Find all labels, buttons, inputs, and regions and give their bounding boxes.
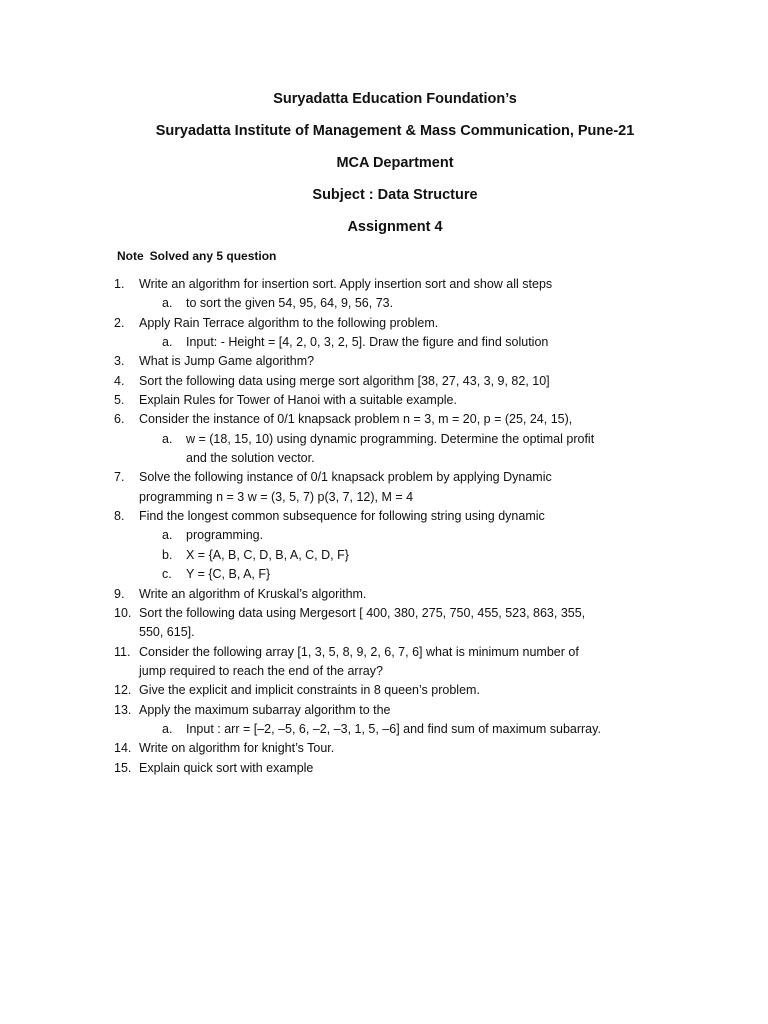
sub-letter: a.	[162, 335, 173, 350]
sub-text: X = {A, B, C, D, B, A, C, D, F}	[186, 547, 349, 562]
sub-item	[0, 546, 768, 565]
sub-item	[0, 565, 768, 584]
question-text: jump required to reach the end of the array?	[139, 663, 383, 678]
question-text: programming n = 3 w = (3, 5, 7) p(3, 7, 12), M = 4	[139, 489, 414, 504]
question-text: 550, 615].	[139, 625, 195, 640]
question-text: Write an algorithm of Kruskal’s algorithm.	[139, 586, 367, 601]
question-item	[0, 507, 768, 526]
sub-item	[0, 526, 768, 545]
question-text: Apply the maximum subarray algorithm to the	[139, 702, 391, 717]
question-item	[0, 739, 768, 758]
question-number: 11.	[114, 644, 131, 659]
note-label: Note	[117, 249, 144, 263]
sub-letter: c.	[162, 567, 172, 582]
question-number: 12.	[114, 683, 132, 698]
question-text: Explain Rules for Tower of Hanoi with a suitable example.	[139, 393, 457, 408]
sub-item	[0, 720, 768, 739]
sub-letter: a.	[162, 721, 173, 736]
sub-text: Input: - Height = [4, 2, 0, 3, 2, 5]. Draw the figure and find solution	[186, 335, 549, 350]
question-number: 1.	[114, 277, 125, 291]
question-continuation	[0, 623, 768, 642]
sub-text: Input : arr = [–2, –5, 6, –2, –3, 1, 5, –6] and find sum of maximum subarray.	[186, 721, 601, 736]
question-number: 10.	[114, 605, 132, 620]
question-number: 14.	[114, 741, 132, 756]
question-text: Give the explicit and implicit constraints in 8 queen’s problem.	[139, 683, 480, 698]
note-text: Solved any 5 question	[149, 249, 277, 263]
question-text: Explain quick sort with example	[139, 760, 314, 775]
question-list	[0, 275, 768, 778]
question-item	[0, 410, 768, 429]
subject-title: Subject : Data Structure	[312, 187, 478, 203]
sub-text: to sort the given 54, 95, 64, 9, 56, 73.	[186, 296, 394, 311]
sub-continuation	[0, 449, 768, 468]
sub-text: programming.	[186, 528, 264, 543]
note-line	[117, 248, 276, 264]
question-number: 2.	[114, 315, 125, 330]
question-text: Solve the following instance of 0/1 knapsack problem by applying Dynamic	[139, 470, 552, 485]
foundation-title: Suryadatta Education Foundation’s	[273, 91, 517, 107]
question-text: Sort the following data using Mergesort [ 400, 380, 275, 750, 455, 523, 863, 355,	[139, 605, 586, 620]
question-item	[0, 585, 768, 604]
question-number: 5.	[114, 393, 125, 408]
sub-letter: a.	[162, 431, 173, 446]
question-item	[0, 314, 768, 333]
question-item	[0, 352, 768, 371]
question-number: 7.	[114, 470, 125, 485]
question-text: Sort the following data using merge sort algorithm [38, 27, 43, 3, 9, 82, 10]	[139, 373, 550, 388]
sub-text: and the solution vector.	[186, 451, 315, 466]
sub-item	[0, 294, 768, 313]
question-text: Find the longest common subsequence for following string using dynamic	[139, 509, 545, 524]
sub-text: Y = {C, B, A, F}	[186, 567, 271, 582]
assignment-title: Assignment 4	[347, 219, 443, 235]
question-item	[0, 372, 768, 391]
question-item	[0, 275, 768, 294]
question-item	[0, 643, 768, 662]
institute-title: Suryadatta Institute of Management & Mass Communication, Pune-21	[155, 123, 635, 139]
sub-letter: a.	[162, 296, 173, 311]
question-number: 9.	[114, 586, 125, 601]
sub-text: w = (18, 15, 10) using dynamic programming. Determine the optimal profit	[186, 431, 595, 446]
question-item	[0, 468, 768, 487]
question-text: Apply Rain Terrace algorithm to the following problem.	[139, 315, 439, 330]
question-number: 8.	[114, 509, 125, 524]
question-text: What is Jump Game algorithm?	[139, 354, 315, 369]
sub-letter: b.	[162, 547, 173, 562]
question-item	[0, 759, 768, 778]
question-number: 15.	[114, 760, 132, 775]
department-title: MCA Department	[336, 155, 454, 171]
question-text: Write an algorithm for insertion sort. Apply insertion sort and show all steps	[139, 277, 553, 291]
question-number: 3.	[114, 354, 125, 369]
question-continuation	[0, 662, 768, 681]
question-continuation	[0, 488, 768, 507]
question-number: 6.	[114, 412, 125, 427]
sub-letter: a.	[162, 528, 173, 543]
question-text: Write on algorithm for knight’s Tour.	[139, 741, 335, 756]
sub-item	[0, 333, 768, 352]
question-item	[0, 604, 768, 623]
question-text: Consider the instance of 0/1 knapsack problem n = 3, m = 20, p = (25, 24, 15),	[139, 412, 573, 427]
question-text: Consider the following array [1, 3, 5, 8, 9, 2, 6, 7, 6] what is minimum number of	[139, 644, 579, 659]
question-number: 4.	[114, 373, 125, 388]
question-item	[0, 681, 768, 700]
question-item	[0, 391, 768, 410]
question-item	[0, 701, 768, 720]
sub-item	[0, 430, 768, 449]
question-number: 13.	[114, 702, 132, 717]
